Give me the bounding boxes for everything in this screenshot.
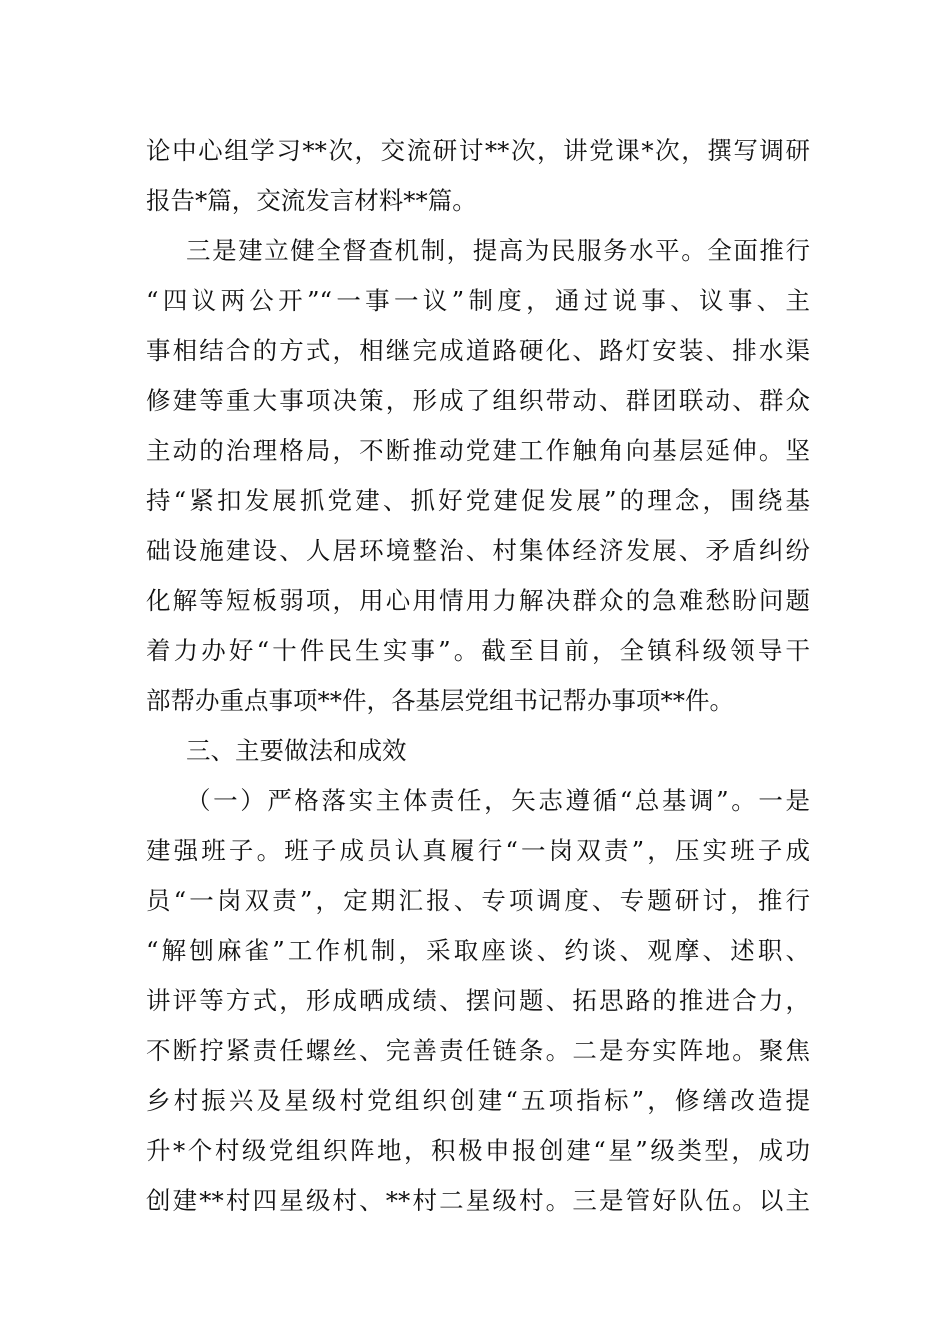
text-line-14: （一）严格落实主体责任，矢志遵循“总基调”。一是 <box>186 786 810 815</box>
text-line-6: 修建等重大事项决策，形成了组织带动、群团联动、群众 <box>146 386 810 415</box>
section-heading: 三、主要做法和成效 <box>186 736 407 765</box>
text-line-15: 建强班子。班子成员认真履行“一岗双责”，压实班子成 <box>146 836 810 865</box>
text-line-21: 升*个村级党组织阵地，积极申报创建“星”级类型，成功 <box>146 1136 810 1165</box>
text-line-3: 三是建立健全督查机制，提高为民服务水平。全面推行 <box>186 236 810 265</box>
text-line-18: 讲评等方式，形成晒成绩、摆问题、拓思路的推进合力， <box>146 986 810 1015</box>
text-line-12: 部帮办重点事项**件，各基层党组书记帮办事项**件。 <box>146 686 734 715</box>
text-line-16: 员“一岗双责”，定期汇报、专项调度、专题研讨，推行 <box>146 886 810 915</box>
text-line-8: 持“紧扣发展抓党建、抓好党建促发展”的理念，围绕基 <box>146 486 810 515</box>
text-line-4: “四议两公开”“一事一议”制度，通过说事、议事、主 <box>146 286 810 315</box>
text-line-9: 础设施建设、人居环境整治、村集体经济发展、矛盾纠纷 <box>146 536 810 565</box>
text-line-11: 着力办好“十件民生实事”。截至目前，全镇科级领导干 <box>146 636 810 665</box>
text-line-5: 事相结合的方式，相继完成道路硬化、路灯安装、排水渠 <box>146 336 810 365</box>
document-body <box>146 126 810 1226</box>
text-line-19: 不断拧紧责任螺丝、完善责任链条。二是夯实阵地。聚焦 <box>146 1036 810 1065</box>
text-line-10: 化解等短板弱项，用心用情用力解决群众的急难愁盼问题 <box>146 586 810 615</box>
text-line-20: 乡村振兴及星级村党组织创建“五项指标”，修缮改造提 <box>146 1086 810 1115</box>
text-line-7: 主动的治理格局，不断推动党建工作触角向基层延伸。坚 <box>146 436 810 465</box>
text-line-22: 创建**村四星级村、**村二星级村。三是管好队伍。以主 <box>146 1186 810 1215</box>
text-line-1: 论中心组学习**次，交流研讨**次，讲党课*次，撰写调研 <box>146 136 810 165</box>
text-line-2: 报告*篇，交流发言材料**篇。 <box>146 186 477 215</box>
text-line-17: “解刨麻雀”工作机制，采取座谈、约谈、观摩、述职、 <box>146 936 810 965</box>
